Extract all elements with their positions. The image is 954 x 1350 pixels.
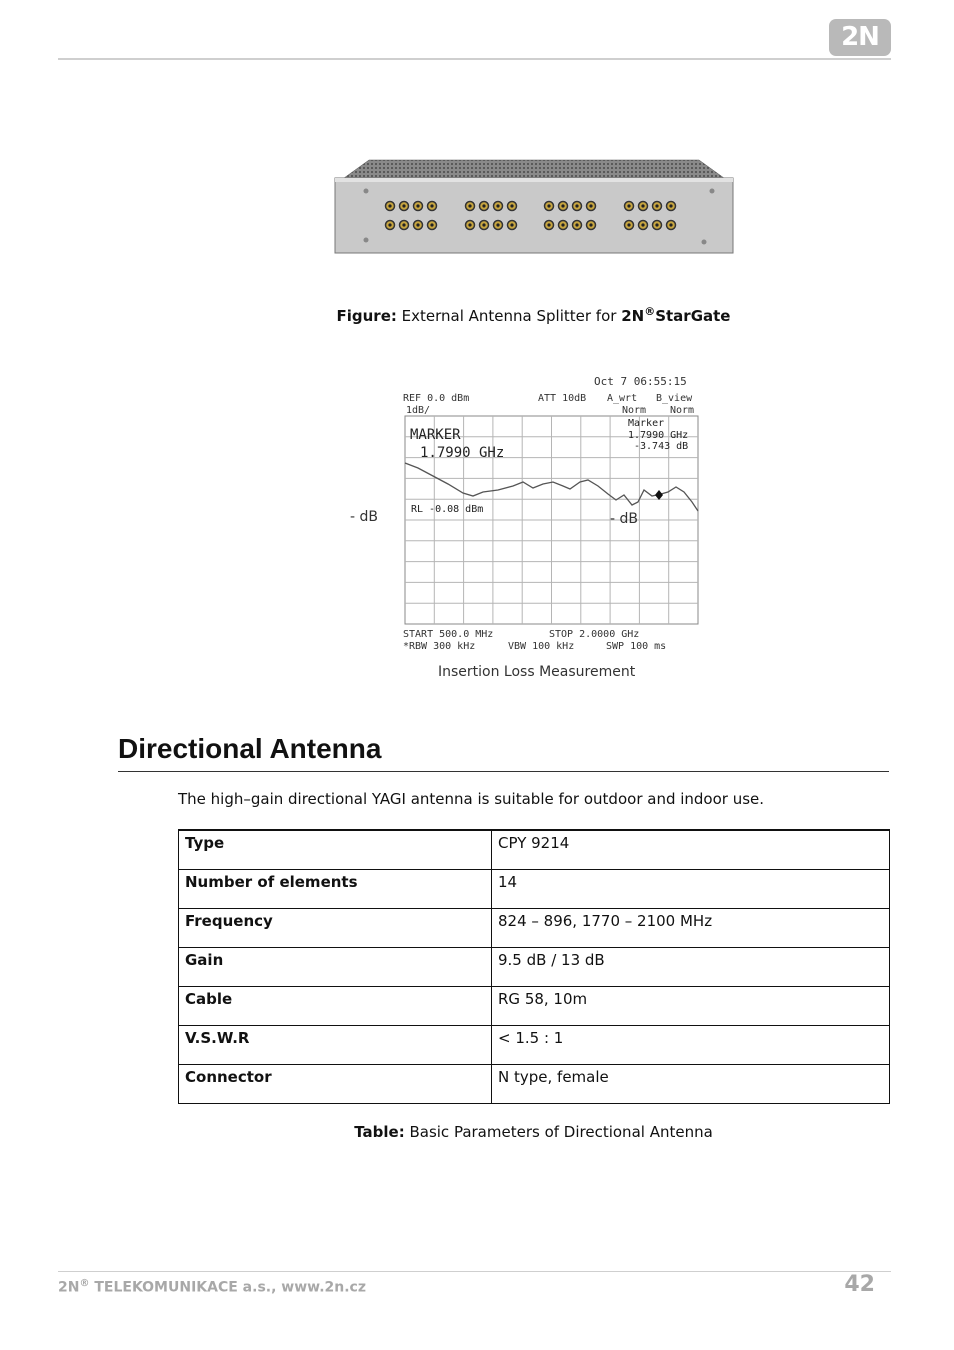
table-caption (0, 1123, 954, 1141)
param-key: Gain (179, 947, 492, 986)
caption-text: External Antenna Splitter for (396, 307, 622, 325)
marker-small-label: Marker (628, 418, 665, 429)
param-value: RG 58, 10m (492, 986, 890, 1025)
caption-label: Figure: (336, 307, 397, 325)
analyzer-ref: REF 0.0 dBm (403, 393, 470, 404)
param-value: < 1.5 : 1 (492, 1025, 890, 1064)
param-value: CPY 9214 (492, 830, 890, 869)
parameters-table (178, 829, 890, 1104)
marker-small-value: -3.743 dB (634, 441, 689, 452)
section-rule (118, 771, 889, 772)
table-caption-label: Table: (354, 1123, 405, 1141)
insertion-loss-screenshot (348, 368, 708, 688)
section-title: Directional Antenna (118, 733, 382, 764)
analyzer-att: ATT 10dB (538, 393, 587, 404)
marker-small-frequency: 1.7990 GHz (628, 430, 689, 441)
param-value: 9.5 dB / 13 dB (492, 947, 890, 986)
table-row (179, 947, 890, 986)
analyzer-b-mode: B_view (656, 393, 693, 404)
company-logo: 2N (829, 19, 891, 56)
table-row (179, 986, 890, 1025)
analyzer-rl: RL -0.08 dBm (411, 504, 484, 515)
param-key: Connector (179, 1064, 492, 1103)
marker-frequency: 1.7990 GHz (420, 445, 505, 461)
analyzer-swp: SWP 100 ms (606, 641, 667, 652)
inner-db-label: - dB (610, 511, 638, 527)
table-row (179, 908, 890, 947)
antenna-splitter-image (334, 158, 734, 254)
analyzer-a-mode: A_wrt (607, 393, 638, 404)
table-caption-text: Basic Parameters of Directional Antenna (404, 1123, 713, 1141)
param-key: Frequency (179, 908, 492, 947)
analyzer-vbw: VBW 100 kHz (508, 641, 575, 652)
analyzer-b-norm: Norm (670, 405, 695, 416)
param-key: Type (179, 830, 492, 869)
table-row (179, 1025, 890, 1064)
table-row (179, 869, 890, 908)
analyzer-scale: 1dB/ (406, 405, 431, 416)
analyzer-title: Insertion Loss Measurement (438, 664, 636, 680)
analyzer-a-norm: Norm (622, 405, 647, 416)
side-db-label: - dB (350, 509, 378, 525)
analyzer-stop: STOP 2.0000 GHz (549, 629, 640, 640)
param-key: Cable (179, 986, 492, 1025)
caption-brand: 2N®StarGate (621, 305, 731, 325)
section-intro: The high–gain directional YAGI antenna is suitable for outdoor and indoor use. (178, 790, 765, 808)
footer-rule (58, 1271, 891, 1272)
table-row (179, 1064, 890, 1103)
analyzer-start: START 500.0 MHz (403, 629, 494, 640)
param-key: V.S.W.R (179, 1025, 492, 1064)
table-row (179, 830, 890, 869)
page-number: 42 (844, 1272, 875, 1297)
analyzer-rbw: *RBW 300 kHz (403, 641, 476, 652)
param-value: 824 – 896, 1770 – 2100 MHz (492, 908, 890, 947)
param-value: 14 (492, 869, 890, 908)
marker-title: MARKER (410, 427, 461, 443)
figure-caption (0, 305, 954, 325)
param-value: N type, female (492, 1064, 890, 1103)
param-key: Number of elements (179, 869, 492, 908)
analyzer-date: Oct 7 06:55:15 (594, 375, 687, 388)
footer-company: 2N® TELEKOMUNIKACE a.s., www.2n.cz (58, 1278, 366, 1296)
header-rule (58, 58, 891, 60)
